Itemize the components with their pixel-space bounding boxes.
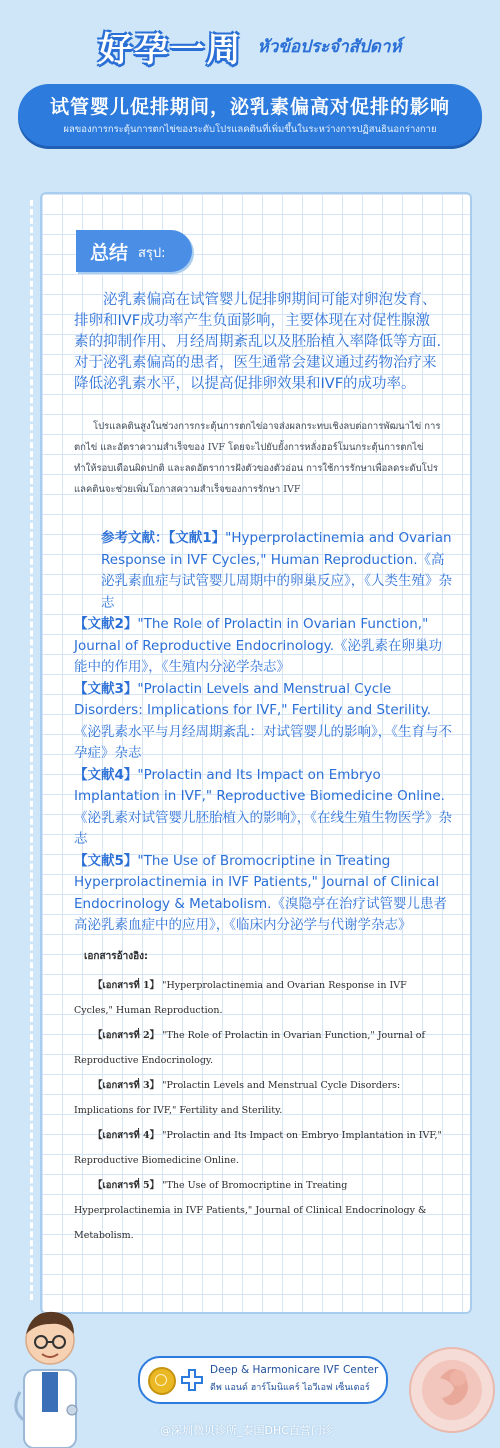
reference-item-th [74, 1073, 446, 1123]
page-title: 试管婴儿促排期间，泌乳素偏高对促排的影响 [49, 96, 450, 118]
reference-label: 【文献2】 [74, 616, 138, 632]
watermark: @深圳微贝诊所_泰国DHC直营门诊 [160, 1424, 333, 1437]
reference-text: "Hyperprolactinemia and Ovarian Response in IVF Cycles," Human Reproduction.《高泌乳素血症与试管婴儿周期中的卵巢反应》，《人类生殖》杂志 [101, 530, 452, 611]
reference-item [74, 851, 452, 937]
reference-item-th [74, 973, 446, 1023]
references-heading-th: เอกสารอ้างอิง: [84, 951, 148, 962]
summary-tab [76, 230, 192, 272]
reference-label: 【文献5】 [74, 852, 138, 869]
reference-label-th: 【เอกสารที่ 2】 [93, 1030, 160, 1041]
embryo-illustration [402, 1338, 498, 1438]
medical-cross-icon [180, 1368, 204, 1392]
reference-item [74, 614, 452, 679]
summary-text-zh: 泌乳素偏高在试管婴儿促排卵期间可能对卵泡发育、排卵和IVF成功率产生负面影响，主要体现在对促性腺激素的抑制作用、月经周期紊乱以及胚胎植入率降低等方面.对于泌乳素偏高的患者，医生通常会建议通过药物治疗来降低泌乳素水平，以提高促排卵效果和IVF的成功率。 [74, 292, 442, 392]
brand-subtitle: หัวข้อประจำสัปดาห์ [257, 37, 402, 57]
reference-label: 【文献3】 [74, 680, 138, 697]
card-dashed-edge [30, 200, 39, 1300]
brand-row [0, 22, 500, 71]
medal-icon [148, 1367, 176, 1395]
content-card [40, 192, 472, 1314]
clinic-name-en: Deep & Harmonicare IVF Center [210, 1364, 379, 1376]
reference-item [74, 528, 452, 614]
reference-text-th: "Prolactin Levels and Menstrual Cycle Disorders: Implications for IVF," Fertility and Sterility. [74, 1080, 401, 1116]
title-banner [18, 84, 482, 146]
reference-label: 【文献4】 [74, 766, 138, 783]
reference-text-th: "The Role of Prolactin in Ovarian Function," Journal of Reproductive Endocrinology. [74, 1030, 425, 1066]
reference-label-th: 【เอกสารที่ 5】 [93, 1180, 160, 1191]
clinic-name-th: ดีพ แอนด์ ฮาร์โมนิแคร์ ไอวีเอฟ เซ็นเตอร์ [210, 1383, 370, 1393]
references-th [74, 944, 446, 1248]
reference-label: 【文献1】 [168, 530, 226, 546]
page-subtitle: ผลของการกระตุ้นการตกไข่ของระดับโปรแลคตินที่เพิ่มขึ้นในระหว่างการปฏิสนธินอกร่างกาย [63, 124, 437, 135]
reference-item-th [74, 1123, 446, 1173]
clinic-badge [138, 1356, 388, 1404]
reference-label-th: 【เอกสารที่ 1】 [93, 980, 160, 991]
brand-title: 好孕一周 [98, 30, 243, 70]
references-heading-zh: 参考文献： [101, 530, 169, 546]
doctor-illustration [2, 1300, 98, 1448]
reference-item-th [74, 1023, 446, 1073]
reference-text: "Prolactin and Its Impact on Embryo Implantation in IVF," Reproductive Biomedicine Online.《泌乳素对试管婴儿胚胎植入的影响》，《在线生殖生物医学》杂志 [74, 766, 452, 847]
reference-label-th: 【เอกสารที่ 4】 [93, 1130, 160, 1141]
reference-item [74, 765, 452, 851]
references-zh [74, 528, 452, 937]
reference-text: "Prolactin Levels and Menstrual Cycle Disorders: Implications for IVF," Fertility and Sterility.《泌乳素水平与月经周期紊乱：对试管婴儿的影响》，《生育与不孕症》杂志 [74, 680, 452, 761]
reference-text: "The Use of Bromocriptine in Treating Hyperprolactinemia in IVF Patients," Journal of Clinical Endocrinology & Metabolism.《溴隐亭在治疗试管婴儿患者高泌乳素血症中的应用》，《临床内分泌学与代谢学杂志》 [74, 852, 447, 933]
reference-text-th: "Hyperprolactinemia and Ovarian Response in IVF Cycles," Human Reproduction. [74, 980, 407, 1016]
reference-text-th: "The Use of Bromocriptine in Treating Hyperprolactinemia in IVF Patients," Journal of Clinical Endocrinology & Metabolism. [74, 1180, 427, 1241]
summary-text-th: โปรแลคตินสูงในช่วงการกระตุ้นการตกไข่อาจส่งผลกระทบเชิงลบต่อการพัฒนาไข่ การตกไข่ และอัตราความสำเร็จของ IVF โดยจะไปยับยั้งการหลั่งฮอร์โมนกระตุ้นการตกไข่ ทำให้รอบเดือนผิดปกติ และลดอัตราการฝังตัวของตัวอ่อน การใช้การรักษาเพื่อลดระดับโปรแลคตินจะช่วยเพิ่มโอกาสความสำเร็จของการรักษา IVF [74, 421, 441, 495]
reference-item-th [74, 1173, 446, 1248]
summary-label-zh: 总结 [90, 242, 129, 264]
reference-text-th: "Prolactin and Its Impact on Embryo Implantation in IVF," Reproductive Biomedicine Online. [74, 1130, 442, 1166]
reference-item [74, 679, 452, 765]
reference-label-th: 【เอกสารที่ 3】 [93, 1080, 160, 1091]
reference-text: "The Role of Prolactin in Ovarian Function," Journal of Reproductive Endocrinology.《泌乳素在卵巢功能中的作用》，《生殖内分泌学杂志》 [74, 616, 443, 675]
summary-label-th: สรุป: [138, 246, 166, 261]
header [0, 0, 500, 170]
